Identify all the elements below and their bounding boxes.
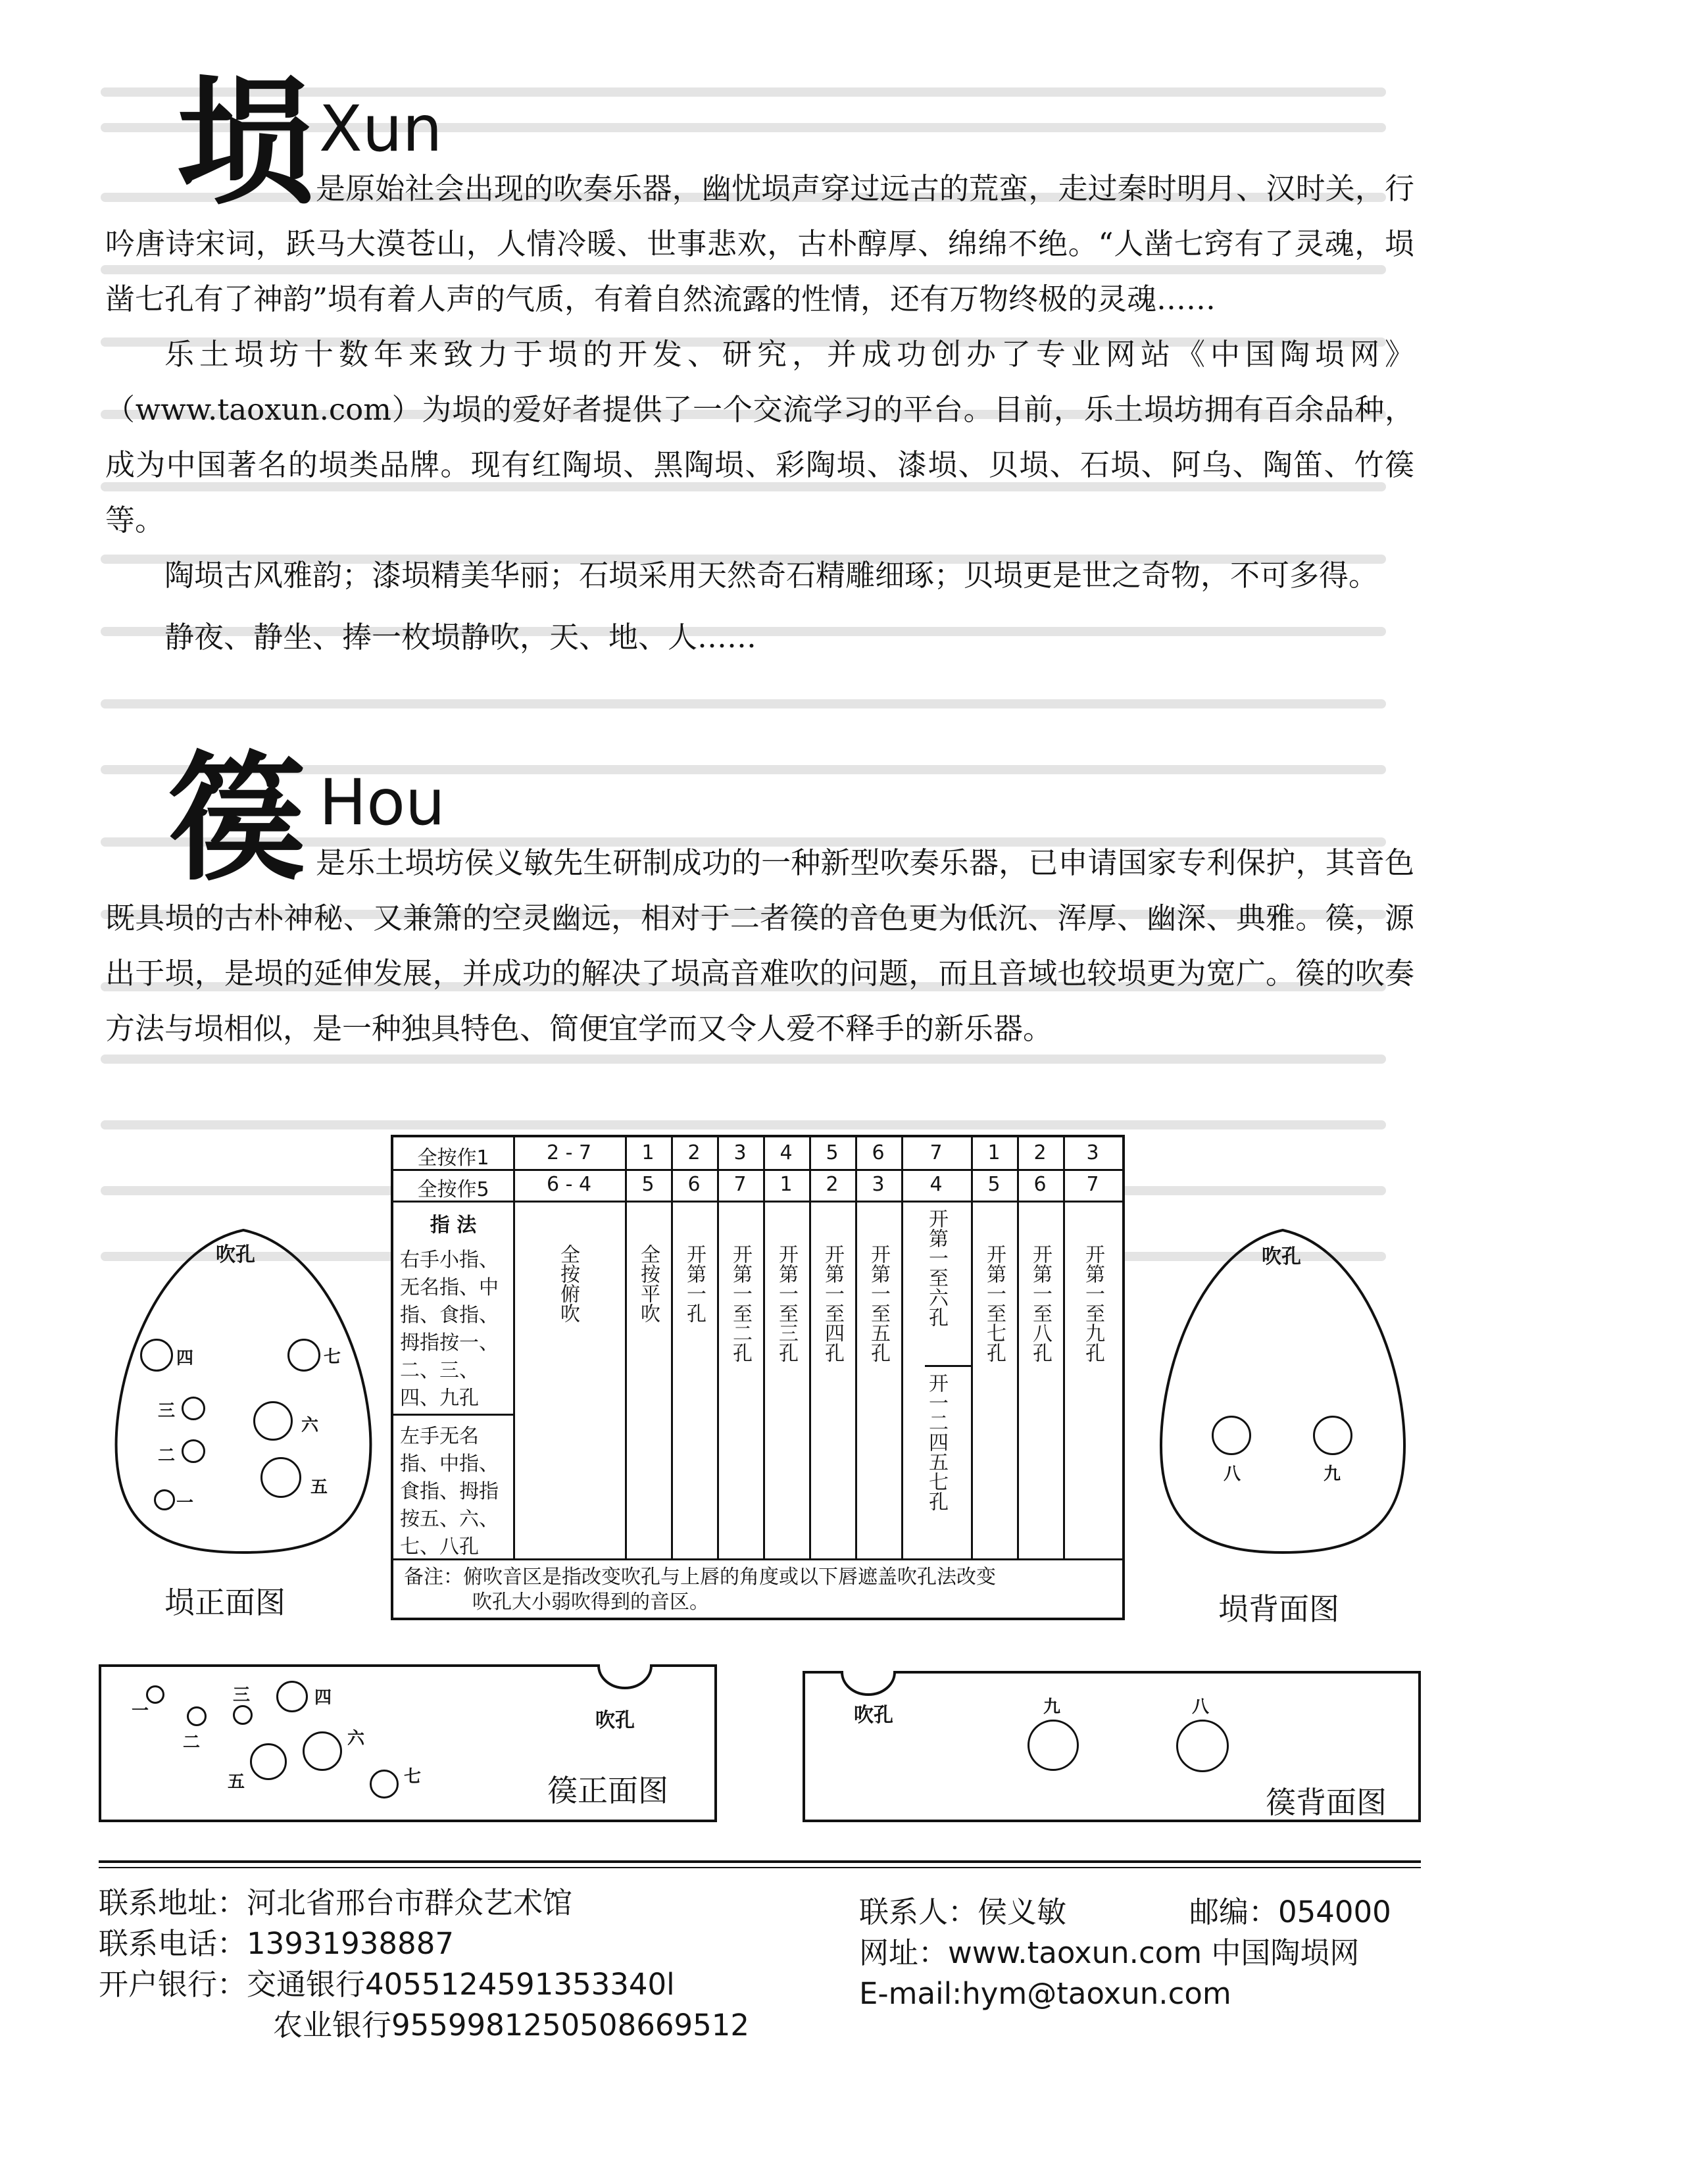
hou-back-mouth-label: 吹孔 <box>854 1704 893 1727</box>
bank-value-1: 交通银行4055124591353340l <box>247 1967 675 2002</box>
hole-label: 三 <box>233 1685 251 1705</box>
fingering-col: 全按俯吹 <box>557 1244 580 1323</box>
fingering-col: 开第一至六孔 <box>925 1208 948 1327</box>
phone-value: 13931938887 <box>247 1926 454 1961</box>
xun-back-outline <box>1145 1224 1421 1566</box>
hole-label: 四 <box>176 1349 194 1368</box>
table-col-line <box>855 1137 857 1558</box>
postcode-label: 邮编： <box>1189 1895 1279 1929</box>
xun-front-hole-2 <box>182 1439 205 1463</box>
table-col-line <box>971 1137 973 1558</box>
fingering-col: 开第一至四孔 <box>821 1244 844 1362</box>
row-label-tonic-1: 全按作1 <box>417 1147 489 1170</box>
hou-front-hole-5 <box>250 1743 287 1780</box>
note-cell: 3 <box>872 1173 885 1196</box>
note-cell: 1 <box>987 1141 1001 1164</box>
note-cell: 6 - 4 <box>546 1173 592 1196</box>
note-cell: 1 <box>780 1173 793 1196</box>
hou-front-hole-4 <box>276 1681 308 1712</box>
hou-back-hole-9 <box>1028 1720 1079 1771</box>
table-col-line <box>1063 1137 1065 1558</box>
footer-divider-thin <box>99 1867 1421 1868</box>
hou-front-hole-6 <box>303 1731 342 1771</box>
hole-label: 六 <box>301 1416 319 1435</box>
hole-label: 五 <box>228 1772 245 1792</box>
right-hand-fingering: 右手小指、无名指、中指、食指、拇指按一、二、三、四、九孔 <box>400 1249 499 1410</box>
xun-front-hole-6 <box>253 1401 293 1441</box>
person-value: 侯义敏 <box>978 1895 1067 1929</box>
hole-label: 九 <box>1324 1464 1341 1484</box>
hou-front-hole-1 <box>146 1685 164 1704</box>
table-col-line <box>717 1137 719 1558</box>
row-label-tonic-5: 全按作5 <box>417 1178 489 1201</box>
note-cell: 7 <box>929 1141 943 1164</box>
fingering-col: 开第一至七孔 <box>983 1244 1006 1362</box>
hole-label: 七 <box>404 1767 422 1787</box>
fingering-col: 开第一至五孔 <box>867 1244 890 1362</box>
website-value: www.taoxun.com 中国陶埙网 <box>948 1935 1360 1970</box>
hou-back-caption: 篌背面图 <box>1266 1785 1387 1820</box>
note-cell: 4 <box>929 1173 943 1196</box>
fingering-col: 开第一至九孔 <box>1081 1244 1104 1362</box>
hole-label: 八 <box>1224 1464 1241 1484</box>
xun-front-caption: 埙正面图 <box>164 1585 285 1620</box>
bank-value-2: 农业银行9559981250508669512 <box>273 2008 749 2043</box>
hole-label: 四 <box>314 1688 332 1708</box>
phone-row <box>99 1923 454 1964</box>
xun-front-hole-4 <box>140 1339 173 1372</box>
person-row <box>859 1892 1066 1933</box>
note-cell: 3 <box>1086 1141 1099 1164</box>
hou-latin-title: Hou <box>319 766 445 839</box>
table-row-line <box>393 1414 513 1416</box>
note-cell: 3 <box>733 1141 747 1164</box>
hou-front-mouth-label: 吹孔 <box>595 1709 635 1732</box>
hole-label: 五 <box>310 1477 328 1497</box>
hole-label: 八 <box>1192 1697 1210 1717</box>
email-value: E-mail:hym@taoxun.com <box>859 1976 1231 2011</box>
footer-divider <box>99 1860 1421 1863</box>
note-cell: 6 <box>687 1173 701 1196</box>
note-cell: 2 <box>687 1141 701 1164</box>
xun-front-hole-1 <box>154 1489 175 1510</box>
website-label: 网址： <box>859 1935 949 1970</box>
xun-back-mouth-label: 吹孔 <box>1262 1245 1301 1268</box>
note-cell: 5 <box>987 1173 1001 1196</box>
note-cell: 2 <box>1033 1141 1047 1164</box>
note-cell: 1 <box>641 1141 655 1164</box>
xun-front-hole-3 <box>182 1397 205 1420</box>
table-note-line-1: 备注：俯吹音区是指改变吹孔与上唇的角度或以下唇遮盖吹孔法改变 <box>404 1566 996 1589</box>
fingering-col-alternate: 开一二四五七孔 <box>925 1373 948 1511</box>
note-cell: 2 <box>826 1173 839 1196</box>
xun-back-hole-8 <box>1212 1416 1251 1455</box>
fingering-col: 开第一至三孔 <box>775 1244 798 1362</box>
bank-row-2 <box>273 2005 749 2046</box>
hole-label: 九 <box>1043 1697 1061 1717</box>
hole-label: 七 <box>324 1347 341 1367</box>
xun-paragraph-3: 陶埙古风雅韵；漆埙精美华丽；石埙采用天然奇石精雕细琢；贝埙更是世之奇物，不可多得。 <box>164 558 1379 593</box>
table-col-line <box>671 1137 673 1558</box>
fingering-chart <box>391 1135 1125 1620</box>
person-label: 联系人： <box>859 1895 978 1929</box>
table-row-line <box>925 1365 971 1367</box>
bank-label: 开户银行： <box>99 1967 247 2002</box>
hole-label: 一 <box>176 1493 194 1513</box>
phone-label: 联系电话： <box>99 1926 247 1961</box>
hou-front-hole-2 <box>187 1706 207 1726</box>
table-col-line <box>513 1137 515 1558</box>
hole-label: 二 <box>183 1733 201 1752</box>
xun-paragraph-4: 静夜、静坐、捧一枚埙静吹，天、地、人…… <box>164 620 757 655</box>
email-row <box>859 1973 1231 2014</box>
note-cell: 7 <box>733 1173 747 1196</box>
address-row <box>99 1883 572 1923</box>
hole-label: 六 <box>347 1729 365 1749</box>
postcode-value: 054000 <box>1278 1895 1391 1929</box>
xun-text-block <box>105 161 1414 665</box>
xun-front-mouth-label: 吹孔 <box>216 1243 255 1266</box>
table-col-line <box>625 1137 627 1558</box>
hole-label: 二 <box>158 1446 176 1466</box>
note-cell: 2 - 7 <box>546 1141 592 1164</box>
table-note-line-2: 吹孔大小弱吹得到的音区。 <box>472 1591 709 1614</box>
fingering-col: 全按平吹 <box>637 1244 660 1323</box>
hole-label: 一 <box>132 1701 149 1721</box>
xun-paragraph-1: 是原始社会出现的吹奏乐器，幽忧埙声穿过远古的荒蛮，走过秦时明月、汉时关，行吟唐诗宋词，跃马大漠苍山，人情冷暖、世事悲欢，古朴醇厚、绵绵不绝。“人凿七窍有了灵魂，埙凿七孔有了神韵”埙有着人声的气质，有着自然流露的性情，还有万物终极的灵魂…… <box>105 171 1414 316</box>
table-col-line <box>763 1137 765 1558</box>
fingering-col: 开第一孔 <box>683 1244 706 1323</box>
hou-front-hole-3 <box>233 1705 253 1725</box>
note-cell: 4 <box>780 1141 793 1164</box>
note-cell: 6 <box>872 1141 885 1164</box>
xun-back-hole-9 <box>1313 1416 1352 1455</box>
address-label: 联系地址： <box>99 1885 247 1920</box>
postcode-row <box>1189 1892 1391 1933</box>
xun-front-hole-5 <box>260 1457 301 1498</box>
bank-row <box>99 1964 675 2005</box>
table-col-line <box>901 1137 903 1558</box>
note-cell: 7 <box>1086 1173 1099 1196</box>
table-col-line <box>809 1137 811 1558</box>
xun-paragraph-2: 乐土埙坊十数年来致力于埙的开发、研究，并成功创办了专业网站《中国陶埙网》（www.taoxun.com）为埙的爱好者提供了一个交流学习的平台。目前，乐土埙坊拥有百余品种，成为中国著名的埙类品牌。现有红陶埙、黑陶埙、彩陶埙、漆埙、贝埙、石埙、阿乌、陶笛、竹篌等。 <box>105 337 1414 537</box>
fingering-col: 开第一至八孔 <box>1029 1244 1052 1362</box>
xun-latin-title: Xun <box>319 92 443 166</box>
hou-paragraph-1: 是乐土埙坊侯义敏先生研制成功的一种新型吹奏乐器，已申请国家专利保护，其音色既具埙的古朴神秘、又兼箫的空灵幽远，相对于二者篌的音色更为低沉、浑厚、幽深、典雅。篌，源出于埙，是埙的延伸发展，并成功的解决了埙高音难吹的问题，而且音域也较埙更为宽广。篌的吹奏方法与埙相似，是一种独具特色、简便宜学而又令人爱不释手的新乐器。 <box>105 845 1414 1046</box>
xun-big-character: 埙 <box>176 61 315 224</box>
table-col-line <box>1017 1137 1019 1558</box>
fingering-header: 指 法 <box>430 1214 477 1237</box>
address-value: 河北省邢台市群众艺术馆 <box>247 1885 573 1920</box>
hou-front-caption: 篌正面图 <box>547 1773 668 1808</box>
note-cell: 6 <box>1033 1173 1047 1196</box>
xun-front-outline <box>99 1224 388 1566</box>
hou-big-character: 篌 <box>168 737 307 900</box>
xun-front-hole-7 <box>287 1339 320 1372</box>
hou-back-hole-8 <box>1176 1720 1229 1772</box>
hou-front-hole-7 <box>370 1770 399 1799</box>
fingering-col: 开第一至二孔 <box>729 1244 752 1362</box>
xun-back-caption: 埙背面图 <box>1218 1591 1339 1627</box>
note-cell: 5 <box>826 1141 839 1164</box>
hole-label: 三 <box>158 1401 176 1421</box>
website-row <box>859 1933 1359 1973</box>
left-hand-fingering: 左手无名指、中指、食指、拇指按五、六、七、八孔 <box>400 1425 499 1558</box>
hou-text-block <box>105 835 1414 1056</box>
note-cell: 5 <box>641 1173 655 1196</box>
